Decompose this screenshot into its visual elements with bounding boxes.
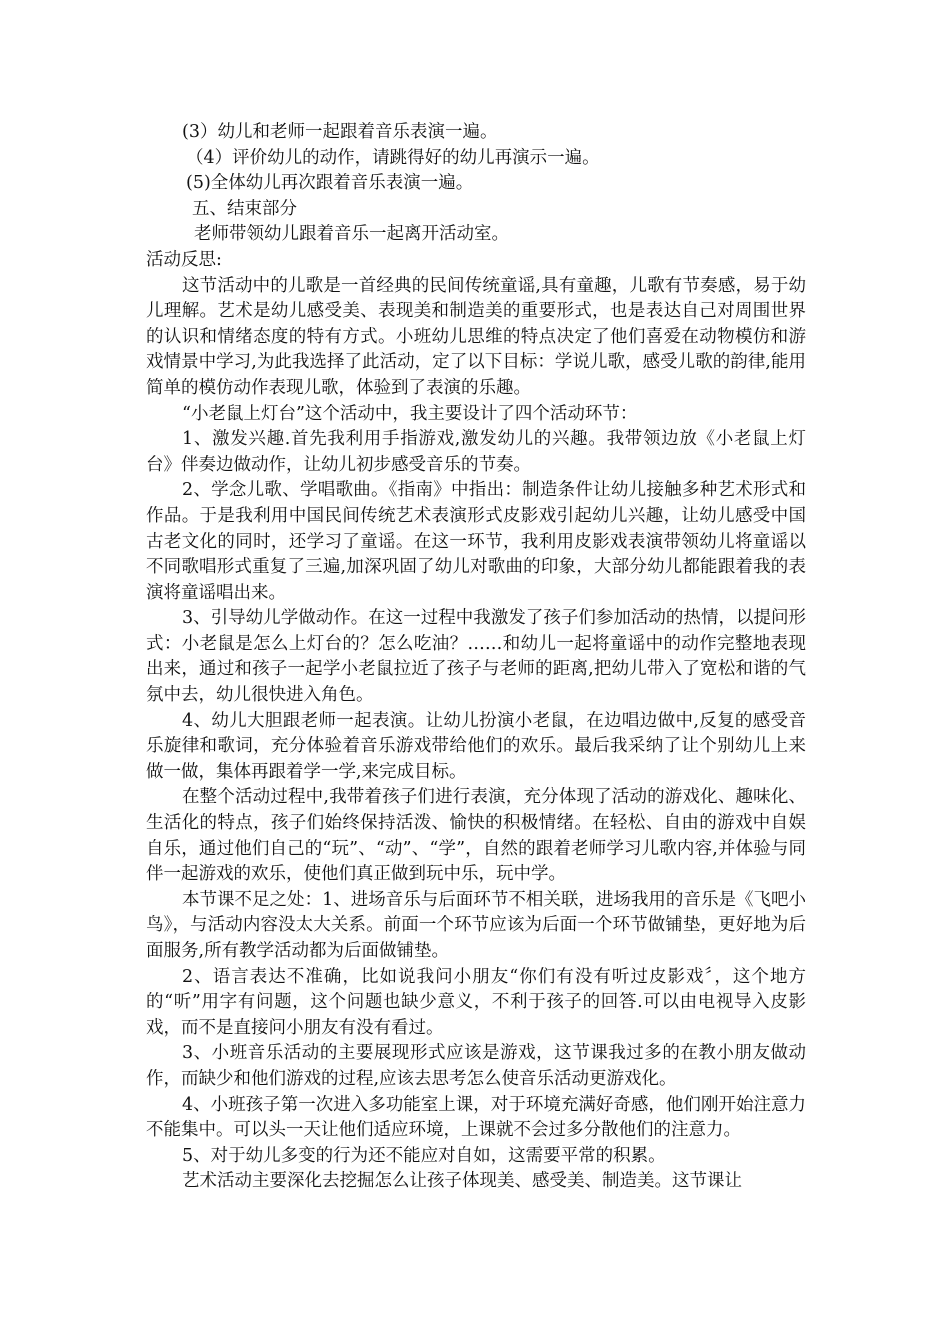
step-3-line: (3）幼儿和老师一起跟着音乐表演一遍。 — [182, 122, 498, 142]
paragraph: 这节活动中的儿歌是一首经典的民间传统童谣,具有童趣，儿歌有节奏感，易于幼儿理解。艺术是幼儿感受美、表现美和制造美的重要形式，也是表达自己对周围世界的认识和情绪态度的特有方式。小班幼儿思维的特点决定了他们喜爱在动物模仿和游戏情景中学习,为此我选择了此活动，定了以下目标：学说儿歌，感受儿歌的韵律,能用简单的模仿动作表现儿歌，体验到了表演的乐趣。 — [146, 275, 806, 398]
paragraph: 1、激发兴趣.首先我利用手指游戏,激发幼儿的兴趣。我带领边放《小老鼠上灯台》伴奏边做动作，让幼儿初步感受音乐的节奏。 — [146, 429, 806, 475]
document-page — [146, 120, 806, 1195]
paragraph: 2、语言表达不准确，比如说我问小朋友“你们有没有听过皮影戏〞，这个地方的“听”用字有问题，这个问题也缺少意义，不利于孩子的回答.可以由电视导入皮影戏，而不是直接问小朋友有没有看过。 — [146, 966, 806, 1038]
paragraph: 艺术活动主要深化去挖掘怎么让孩子体现美、感受美、制造美。这节课让 — [182, 1171, 742, 1192]
paragraph: 本节课不足之处：1、进场音乐与后面环节不相关联，进场我用的音乐是《飞吧小鸟》，与活动内容没太大关系。前面一个环节应该为后面一个环节做铺垫，更好地为后面服务,所有教学活动都为后面做铺垫。 — [146, 889, 806, 961]
paragraph: 在整个活动过程中,我带着孩子们进行表演，充分体现了活动的游戏化、趣味化、生活化的特点，孩子们始终保持活泼、愉快的积极情绪。在轻松、自由的游戏中自娱自乐，通过他们自己的“玩”、“动”、“学”，自然的跟着老师学习儿歌内容,并体验与同伴一起游戏的欢乐，使他们真正做到玩中乐，玩中学。 — [146, 787, 806, 885]
paragraph: 3、小班音乐活动的主要展现形式应该是游戏，这节课我过多的在教小朋友做动作，而缺少和他们游戏的过程,应该去思考怎么使音乐活动更游戏化。 — [146, 1043, 806, 1089]
paragraph: “小老鼠上灯台”这个活动中，我主要设计了四个活动环节： — [182, 403, 638, 424]
step-4-line: （4）评价幼儿的动作，请跳得好的幼儿再演示一遍。 — [186, 147, 600, 168]
paragraph: 5、对于幼儿多变的行为还不能应对自如，这需要平常的积累。 — [182, 1145, 666, 1166]
section-heading: 五、结束部分 — [192, 198, 297, 219]
ending-line: 老师带领幼儿跟着音乐一起离开活动室。 — [194, 224, 509, 245]
step-5-line: (5)全体幼儿再次跟着音乐表演一遍。 — [186, 173, 474, 194]
paragraph: 3、引导幼儿学做动作。在这一过程中我激发了孩子们参加活动的热情，以提问形式：小老鼠是怎么上灯台的？怎么吃油？……和幼儿一起将童谣中的动作完整地表现出来，通过和孩子一起学小老鼠拉近了孩子与老师的距离,把幼儿带入了宽松和谐的气氛中去，幼儿很快进入角色。 — [146, 608, 806, 706]
reflection-heading: 活动反思: — [146, 249, 222, 270]
paragraph: 4、幼儿大胆跟老师一起表演。让幼儿扮演小老鼠，在边唱边做中,反复的感受音乐旋律和歌词，充分体验着音乐游戏带给他们的欢乐。最后我采纳了让个别幼儿上来做一做，集体再跟着学一学,来完成目标。 — [146, 710, 806, 782]
paragraph: 2、学念儿歌、学唱歌曲。《指南》中指出：制造条件让幼儿接触多种艺术形式和作品。于是我利用中国民间传统艺术表演形式皮影戏引起幼儿兴趣，让幼儿感受中国古老文化的同时，还学习了童谣。在这一环节，我利用皮影戏表演带领幼儿将童谣以不同歌唱形式重复了三遍,加深巩固了幼儿对歌曲的印象，大部分幼儿都能跟着我的表演将童谣唱出来。 — [146, 480, 806, 603]
paragraph: 4、小班孩子第一次进入多功能室上课，对于环境充满好奇感，他们刚开始注意力不能集中。可以头一天让他们适应环境，上课就不会过多分散他们的注意力。 — [146, 1094, 806, 1141]
